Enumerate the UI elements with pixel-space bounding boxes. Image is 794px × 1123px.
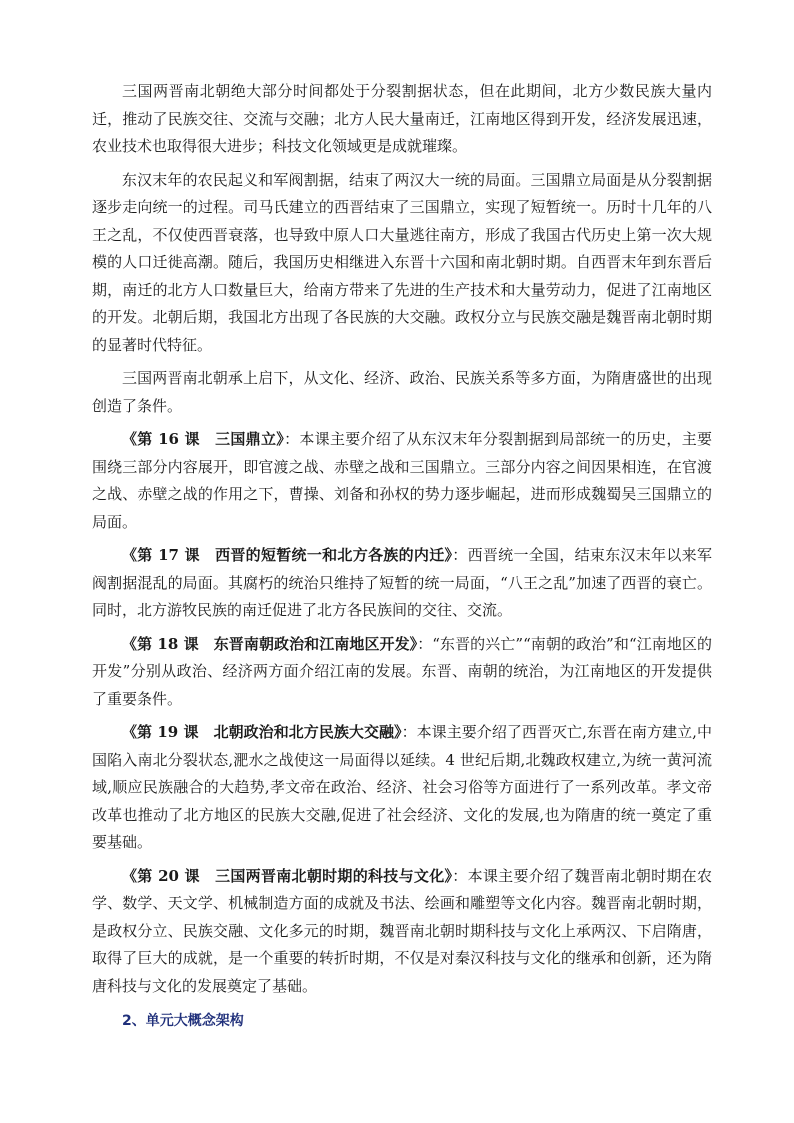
lesson-16-paragraph <box>92 426 712 536</box>
lesson-19-title: 《第 19 课 北朝政治和北方民族大交融》 <box>122 723 402 741</box>
lesson-20-title: 《第 20 课 三国两晋南北朝时期的科技与文化》 <box>122 866 453 885</box>
lesson-17-title: 《第 17 课 西晋的短暂统一和北方各族的内迁》 <box>122 546 453 564</box>
lesson-20-paragraph <box>92 863 712 1001</box>
lesson-18-title: 《第 18 课 东晋南朝政治和江南地区开发》 <box>122 634 418 653</box>
intro-paragraph-2: 东汉末年的农民起义和军阀割据，结束了两汉大一统的局面。三国鼎立局面是从分裂割据逐步走向统一的过程。司马氏建立的西晋结束了三国鼎立，实现了短暂统一。历时十几年的八王之乱，不仅使西晋衰落，也导致中原人口大量逃往南方，形成了我国古代历史上第一次大规模的人口迁徙高潮。随后，我国历史相继进入东晋十六国和南北朝时期。自西晋末年到东晋后期，南迁的北方人口数量巨大，给南方带来了先进的生产技术和大量劳动力，促进了江南地区的开发。北朝后期，我国北方出现了各民族的大交融。政权分立与民族交融是魏晋南北朝时期的显著时代特征。 <box>92 170 712 354</box>
lesson-19-text: ：本课主要介绍了西晋灭亡,东晋在南方建立,中国陷入南北分裂状态,淝水之战使这一局面得以延续。4 世纪后期,北魏政权建立,为统一黄河流域,顺应民族融合的大趋势,孝文帝在政治、经济、社会习俗等方面进行了一系列改革。孝文帝改革也推动了北方地区的民族大交融,促进了社会经济、文化的发展,也为隋唐的统一奠定了重要基础。 <box>92 723 712 851</box>
intro-paragraph-1: 三国两晋南北朝绝大部分时间都处于分裂割据状态，但在此期间，北方少数民族大量内迁，推动了民族交往、交流与交融；北方人民大量南迁，江南地区得到开发，经济发展迅速，农业技术也取得很大进步；科技文化领域更是成就璀璨。 <box>92 82 712 155</box>
lesson-18-text: ：“东晋的兴亡”“南朝的政治”和“江南地区的开发”分别从政治、经济两方面介绍江南的发展。东晋、南朝的统治，为江南地区的开发提供了重要条件。 <box>92 634 712 708</box>
lesson-16-title: 《第 16 课 三国鼎立》 <box>122 430 285 448</box>
intro-paragraph-3: 三国两晋南北朝承上启下，从文化、经济、政治、民族关系等多方面，为隋唐盛世的出现创造了条件。 <box>92 369 712 415</box>
lesson-18-paragraph <box>92 631 712 714</box>
section-heading: 2、单元大概念架构 <box>122 1013 244 1029</box>
lesson-19-paragraph <box>92 719 712 857</box>
lesson-17-text: ：西晋统一全国，结束东汉末年以来军阀割据混乱的局面。其腐朽的统治只维持了短暂的统一局面，“八王之乱”加速了西晋的衰亡。同时，北方游牧民族的南迁促进了北方各民族间的交往、交流。 <box>92 546 712 619</box>
lesson-16-text: ：本课主要介绍了从东汉末年分裂割据到局部统一的历史，主要围绕三部分内容展开，即官渡之战、赤壁之战和三国鼎立。三部分内容之间因果相连，在官渡之战、赤壁之战的作用之下，曹操、刘备和孙权的势力逐步崛起，进而形成魏蜀吴三国鼎立的局面。 <box>92 430 712 531</box>
document-body <box>92 78 712 1036</box>
lesson-20-text: ：本课主要介绍了魏晋南北朝时期在农学、数学、天文学、机械制造方面的成就及书法、绘画和雕塑等文化内容。魏晋南北朝时期，是政权分立、民族交融、文化多元的时期，魏晋南北朝时期科技与文化上承两汉、下启隋唐，取得了巨大的成就，是一个重要的转折时期，不仅是对秦汉科技与文化的继承和创新，还为隋唐科技与文化的发展奠定了基础。 <box>92 866 712 995</box>
lesson-17-paragraph <box>92 542 712 625</box>
